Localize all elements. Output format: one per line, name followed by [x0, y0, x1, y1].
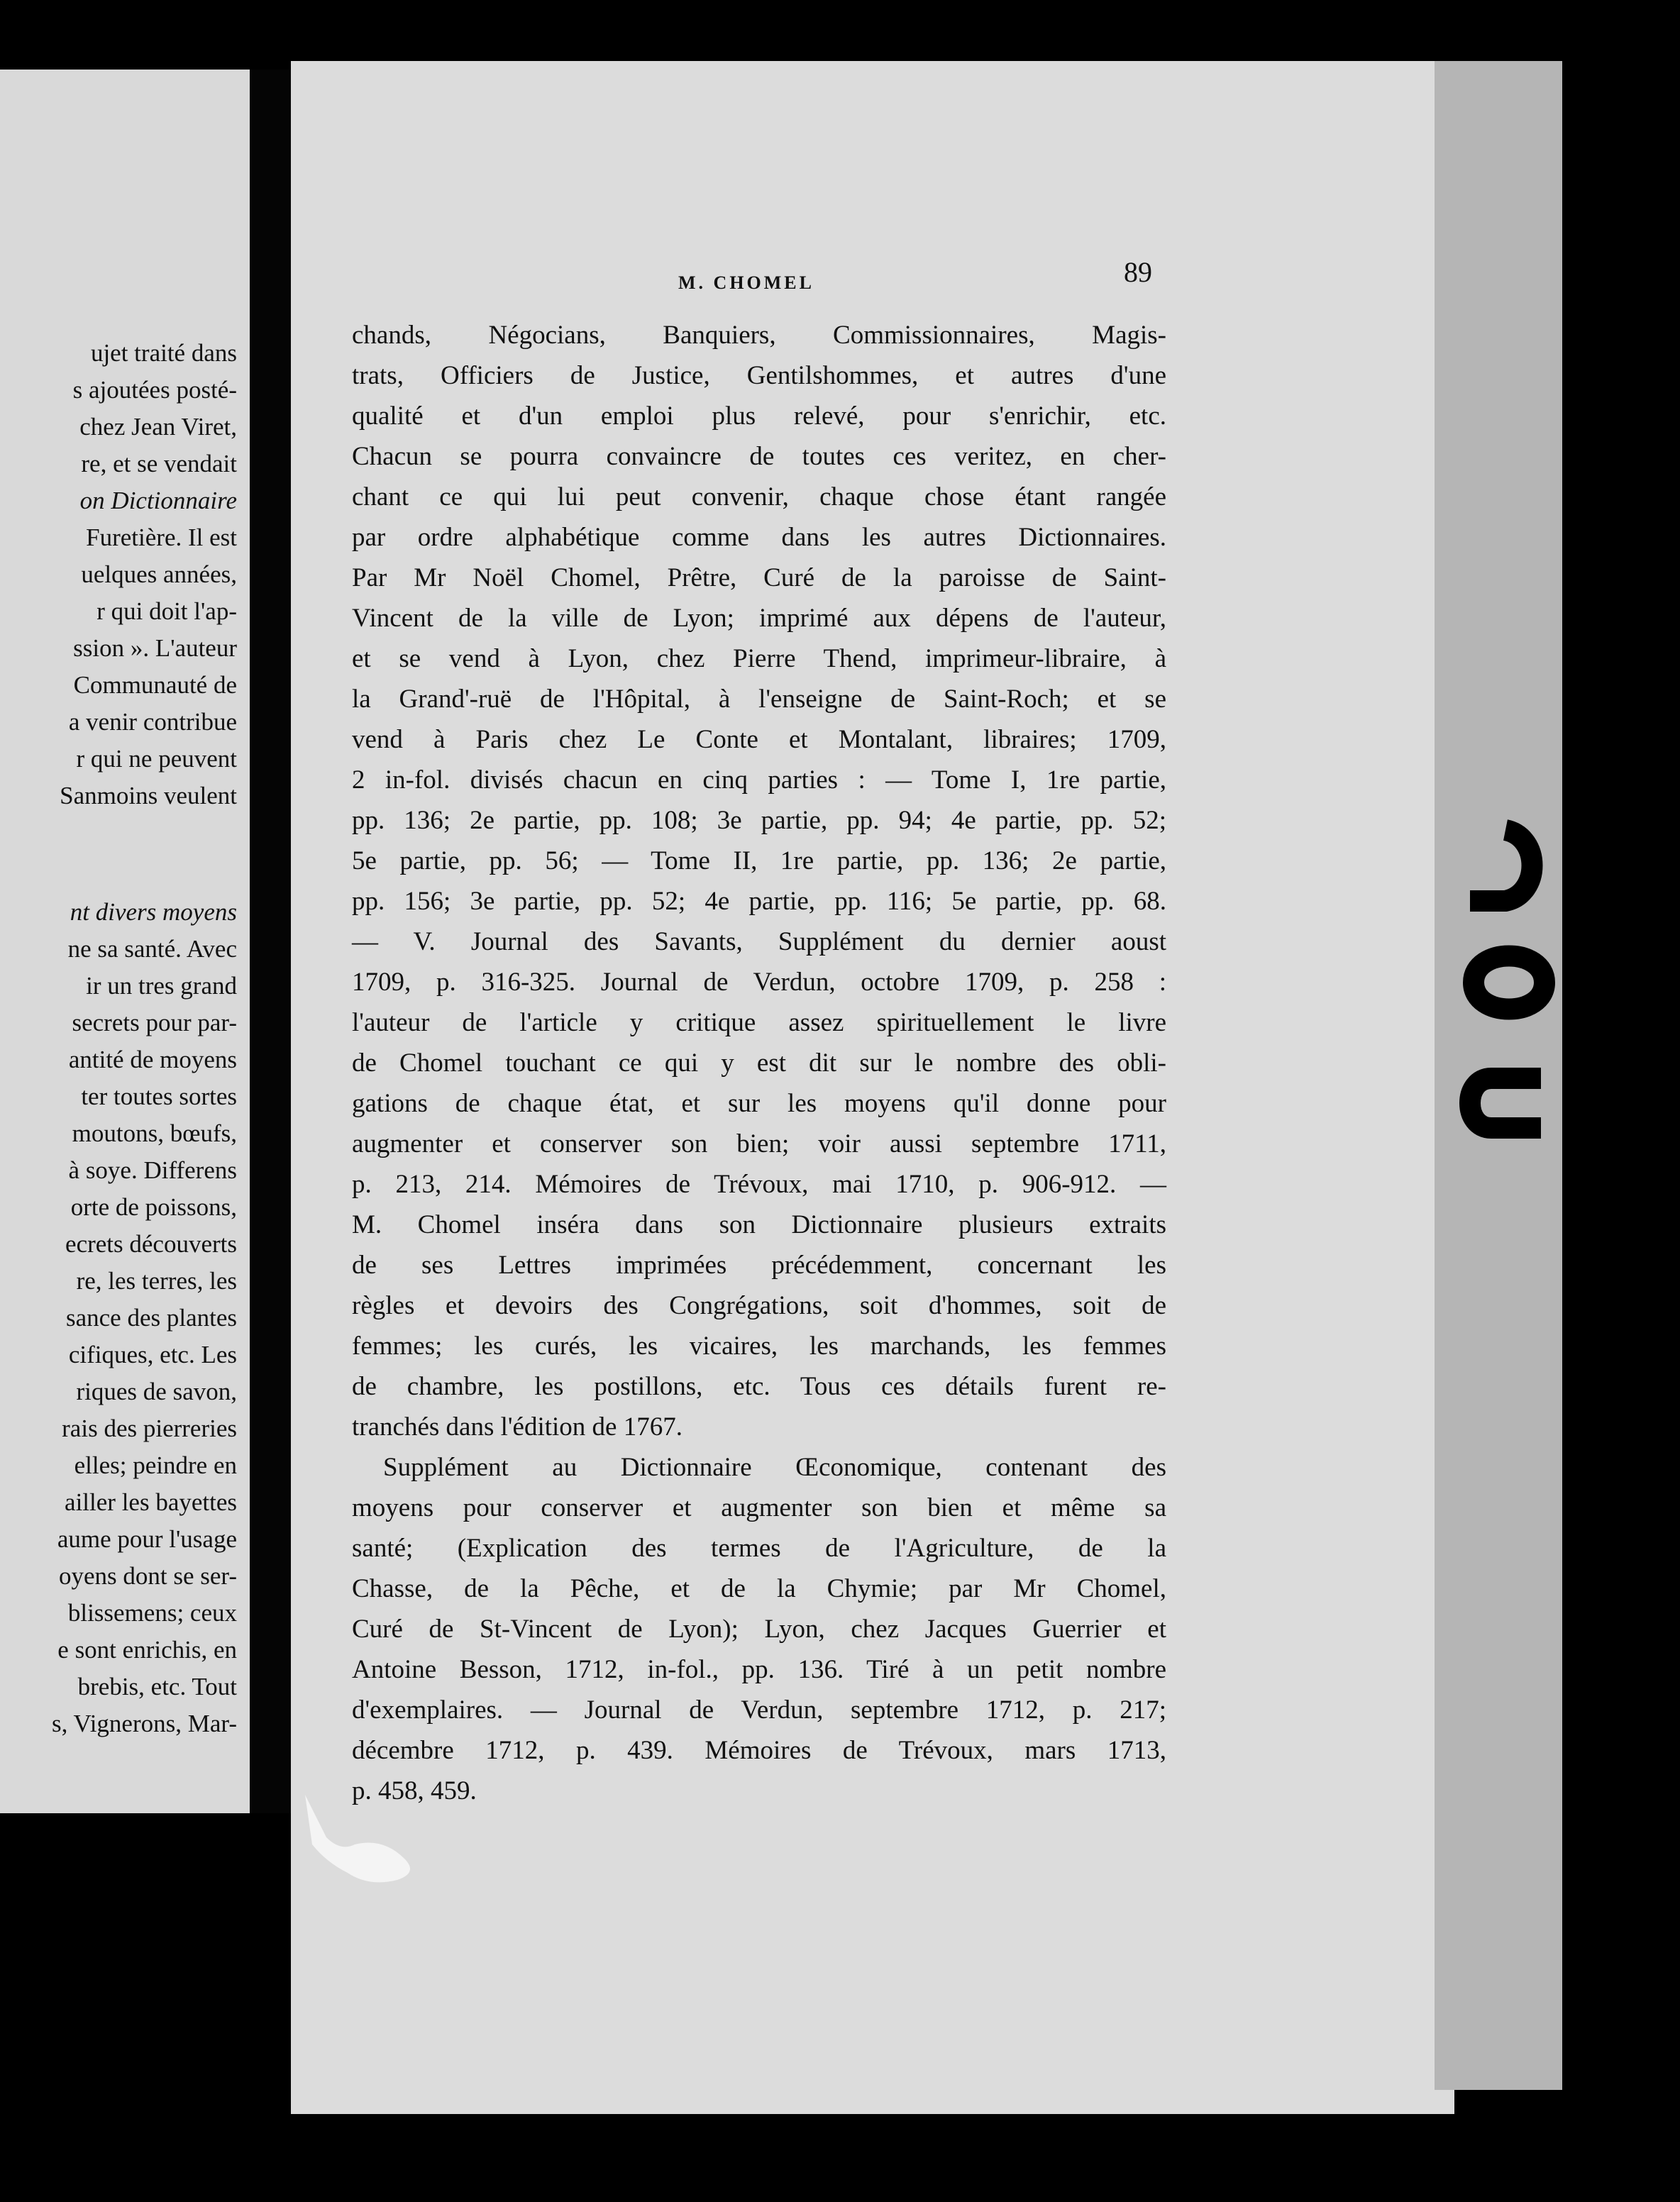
left-page-line: on Dictionnaire: [79, 487, 237, 514]
text-line: par ordre alphabétique comme dans les autres Dictionnaires.: [352, 523, 1166, 552]
left-page-line: ailler les bayettes: [65, 1488, 237, 1516]
text-line: — V. Journal des Savants, Supplément du dernier aoust: [352, 927, 1166, 956]
left-page-line: aume pour l'usage: [57, 1525, 237, 1553]
left-page-line: nt divers moyens: [70, 898, 237, 926]
text-line: tranchés dans l'édition de 1767.: [352, 1412, 682, 1442]
text-line: 5e partie, pp. 56; — Tome II, 1re partie, pp. 136; 2e partie,: [352, 846, 1166, 875]
left-page-line: a venir contribue: [68, 708, 237, 736]
text-line: Chacun se pourra convaincre de toutes ces veritez, en cher-: [352, 442, 1166, 471]
left-page: [0, 70, 250, 1813]
left-page-line: ecrets découverts: [65, 1230, 237, 1258]
text-line: Supplément au Dictionnaire Œconomique, contenant des: [383, 1453, 1166, 1482]
left-page-line: uelques années,: [81, 560, 237, 588]
text-line: vend à Paris chez Le Conte et Montalant, libraires; 1709,: [352, 725, 1166, 754]
text-line: Par Mr Noël Chomel, Prêtre, Curé de la paroisse de Saint-: [352, 563, 1166, 592]
text-line: pp. 136; 2e partie, pp. 108; 3e partie, pp. 94; 4e partie, pp. 52;: [352, 806, 1166, 835]
left-page-line: orte de poissons,: [70, 1193, 237, 1221]
left-page-line: r qui ne peuvent: [76, 745, 237, 773]
text-line: de chambre, les postillons, etc. Tous ces détails furent re-: [352, 1372, 1166, 1401]
left-page-line: brebis, etc. Tout: [77, 1673, 237, 1700]
left-page-line: riques de savon,: [76, 1378, 237, 1405]
text-line: Curé de St-Vincent de Lyon); Lyon, chez Jacques Guerrier et: [352, 1615, 1166, 1644]
text-line: santé; (Explication des termes de l'Agriculture, de la: [352, 1534, 1166, 1563]
text-line: femmes; les curés, les vicaires, les marchands, les femmes: [352, 1332, 1166, 1361]
left-page-line: ir un tres grand: [86, 972, 237, 1000]
left-page-line: re, les terres, les: [76, 1267, 237, 1295]
text-line: Antoine Besson, 1712, in-fol., pp. 136. Tiré à un petit nombre: [352, 1655, 1166, 1684]
text-line: qualité et d'un emploi plus relevé, pour s'enrichir, etc.: [352, 402, 1166, 431]
text-line: 1709, p. 316-325. Journal de Verdun, octobre 1709, p. 258 :: [352, 968, 1166, 997]
text-line: d'exemplaires. — Journal de Verdun, septembre 1712, p. 217;: [352, 1695, 1166, 1725]
text-line: trats, Officiers de Justice, Gentilshommes, et autres d'une: [352, 361, 1166, 390]
left-page-line: moutons, bœufs,: [72, 1119, 237, 1147]
page-number: 89: [1124, 256, 1152, 288]
text-line: de ses Lettres imprimées précédemment, concernant les: [352, 1251, 1166, 1280]
text-line: la Grand'-ruë de l'Hôpital, à l'enseigne de Saint-Roch; et se: [352, 685, 1166, 714]
left-page-line: e sont enrichis, en: [57, 1636, 237, 1664]
uoc-logo: [1435, 809, 1562, 1178]
text-line: M. Chomel inséra dans son Dictionnaire plusieurs extraits: [352, 1210, 1166, 1239]
left-page-line: cifiques, etc. Les: [68, 1341, 237, 1368]
left-page-line: Sanmoins veulent: [60, 782, 237, 809]
left-page-line: re, et se vendait: [81, 450, 237, 477]
left-page-line: Furetière. Il est: [86, 524, 237, 551]
text-line: chands, Négocians, Banquiers, Commissionnaires, Magis-: [352, 321, 1166, 350]
left-page-line: rais des pierreries: [62, 1415, 237, 1442]
text-line: l'auteur de l'article y critique assez spirituellement le livre: [352, 1008, 1166, 1037]
text-line: 2 in-fol. divisés chacun en cinq parties : — Tome I, 1re partie,: [352, 765, 1166, 795]
text-line: gations de chaque état, et sur les moyens qu'il donne pour: [352, 1089, 1166, 1118]
text-line: Chasse, de la Pêche, et de la Chymie; par Mr Chomel,: [352, 1574, 1166, 1603]
text-line: p. 458, 459.: [352, 1776, 477, 1805]
left-page-line: s ajoutées posté-: [72, 376, 237, 404]
text-line: pp. 156; 3e partie, pp. 52; 4e partie, pp. 116; 5e partie, pp. 68.: [352, 887, 1166, 916]
text-line: augmenter et conserver son bien; voir aussi septembre 1711,: [352, 1129, 1166, 1158]
text-line: moyens pour conserver et augmenter son bien et même sa: [352, 1493, 1166, 1522]
left-page-line: antité de moyens: [68, 1046, 237, 1073]
left-page-line: ne sa santé. Avec: [67, 935, 237, 963]
text-line: décembre 1712, p. 439. Mémoires de Trévoux, mars 1713,: [352, 1736, 1166, 1765]
left-page-line: elles; peindre en: [74, 1451, 237, 1479]
text-line: et se vend à Lyon, chez Pierre Thend, imprimeur-libraire, à: [352, 644, 1166, 673]
text-line: Vincent de la ville de Lyon; imprimé aux dépens de l'auteur,: [352, 604, 1166, 633]
text-line: chant ce qui lui peut convenir, chaque chose étant rangée: [352, 482, 1166, 511]
left-page-line: ter toutes sortes: [81, 1083, 237, 1110]
left-page-line: ujet traité dans: [90, 339, 237, 367]
book-spine: [250, 70, 291, 1813]
page-stain: [298, 1795, 426, 1887]
left-page-line: ssion ». L'auteur: [73, 634, 237, 662]
left-page-line: à soye. Differens: [68, 1156, 237, 1184]
left-page-line: Communauté de: [73, 671, 237, 699]
text-line: règles et devoirs des Congrégations, soit d'hommes, soit de: [352, 1291, 1166, 1320]
left-page-line: sance des plantes: [65, 1304, 237, 1332]
text-line: p. 213, 214. Mémoires de Trévoux, mai 1710, p. 906-912. —: [352, 1170, 1166, 1199]
running-header: M. CHOMEL: [678, 272, 814, 293]
left-page-line: s, Vignerons, Mar-: [52, 1710, 237, 1737]
left-page-line: secrets pour par-: [72, 1009, 237, 1036]
left-page-line: r qui doit l'ap-: [96, 597, 237, 625]
left-page-line: blissemens; ceux: [67, 1599, 237, 1627]
text-line: de Chomel touchant ce qui y est dit sur le nombre des obli-: [352, 1049, 1166, 1078]
left-page-line: oyens dont se ser-: [58, 1562, 237, 1590]
left-page-line: chez Jean Viret,: [79, 413, 237, 441]
